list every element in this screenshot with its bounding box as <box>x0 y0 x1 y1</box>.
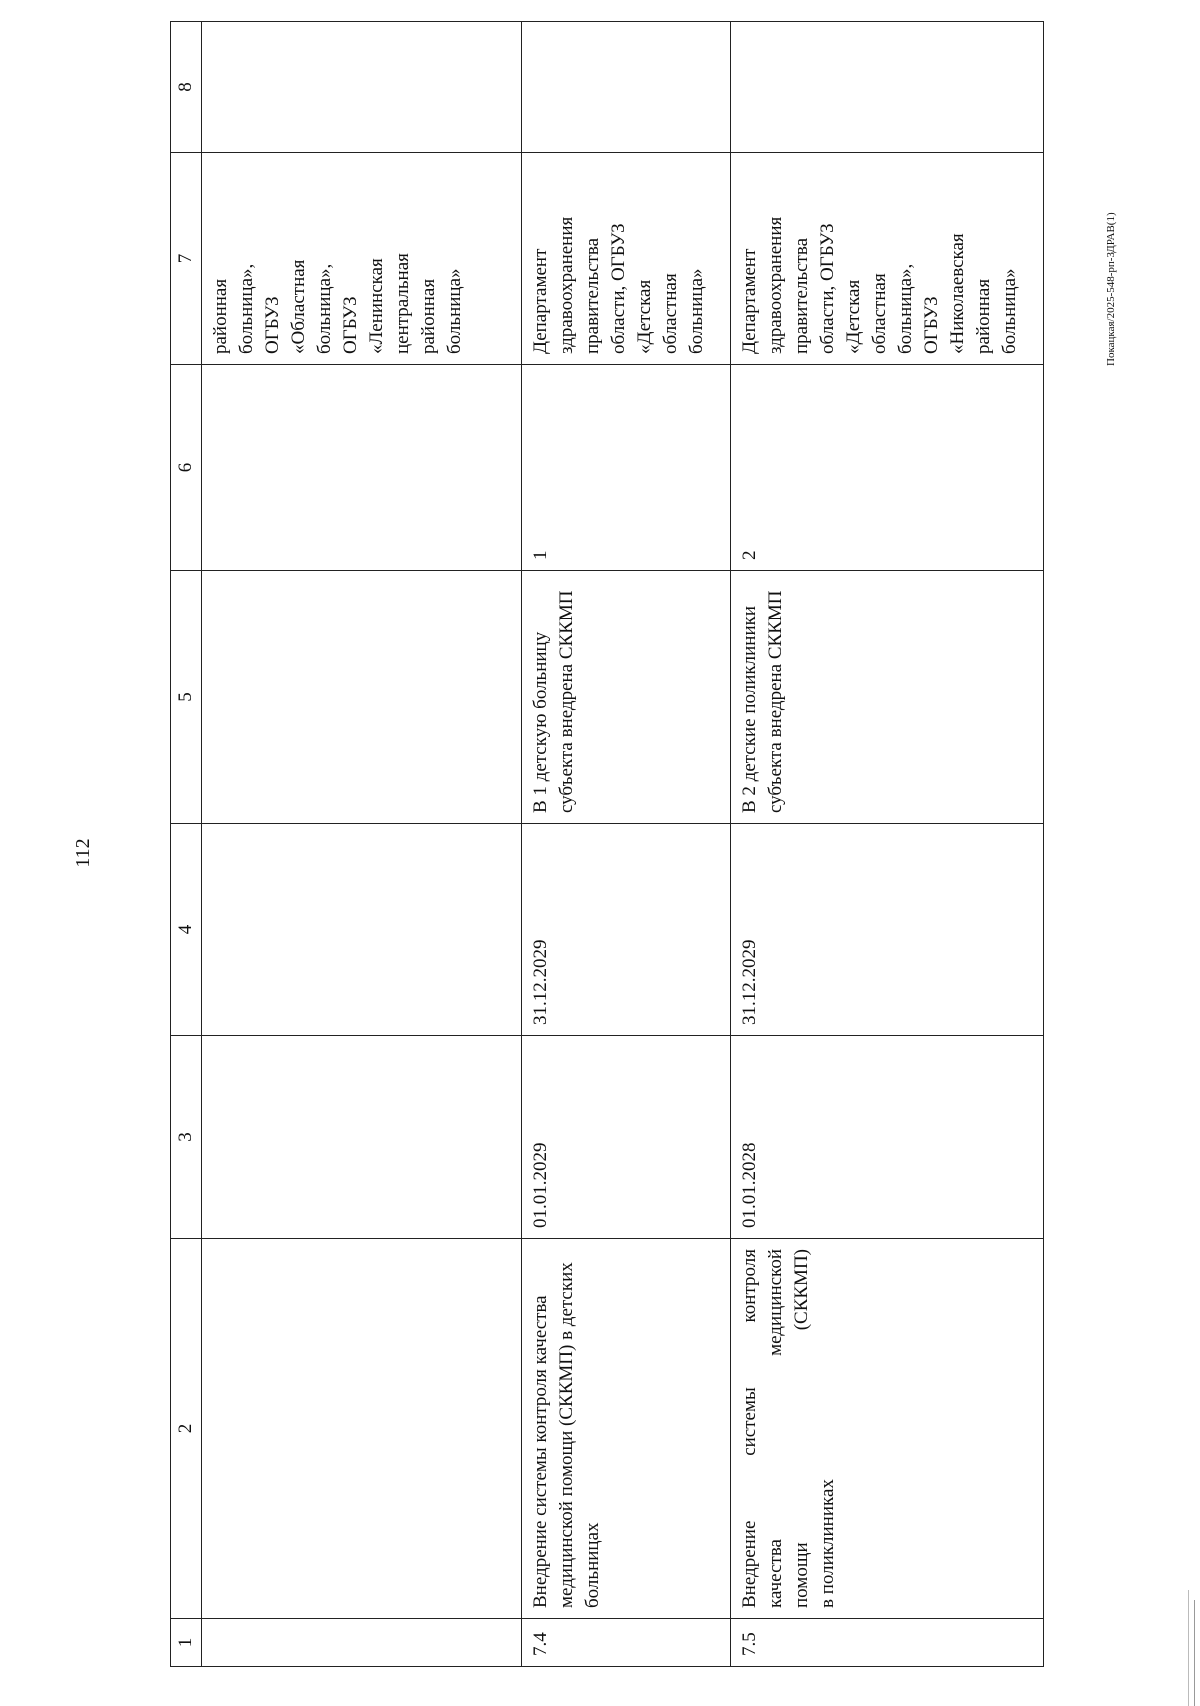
footer-document-code: Покацкая/2025-548-рп-ЗДРАВ(1) <box>1105 212 1117 366</box>
executor-line: «Николаевская <box>947 233 968 354</box>
executor-line: районная <box>210 278 231 354</box>
header-row <box>171 22 202 1667</box>
executor-line: Департамент <box>739 248 760 354</box>
executor-line: районная <box>418 278 439 354</box>
table-row <box>202 22 522 1667</box>
executor-line: областная <box>869 273 890 354</box>
cell-name <box>202 1239 522 1619</box>
cell-result <box>202 571 522 824</box>
cell-value: 2 <box>731 365 1044 571</box>
executor-line: ОГБУЗ <box>340 296 361 354</box>
cell-executor <box>202 153 522 365</box>
scan-edge-mark <box>1194 1600 1199 1706</box>
header-cell: 6 <box>171 365 202 571</box>
executor-line: здравоохранения <box>556 216 577 354</box>
table-row <box>522 22 731 1667</box>
cell-start: 01.01.2028 <box>731 1036 1044 1239</box>
executor-line: больница», <box>895 263 916 354</box>
plan-table <box>170 21 1044 1667</box>
cell-value: 1 <box>522 365 731 571</box>
cell-end <box>202 824 522 1036</box>
header-cell: 4 <box>171 824 202 1036</box>
header-cell: 7 <box>171 153 202 365</box>
executor-line: «Детская <box>634 279 655 354</box>
executor-line: ОГБУЗ <box>262 296 283 354</box>
cell-executor <box>731 153 1044 365</box>
header-cell: 3 <box>171 1036 202 1239</box>
header-cell: 5 <box>171 571 202 824</box>
cell-end: 31.12.2029 <box>522 824 731 1036</box>
cell-col8 <box>731 22 1044 153</box>
executor-line: ОГБУЗ <box>921 296 942 354</box>
executor-line: центральная <box>392 253 413 354</box>
page-number: 112 <box>72 838 94 868</box>
executor-line: правительства <box>791 237 812 354</box>
executor-line: районная <box>973 278 994 354</box>
header-cell: 2 <box>171 1239 202 1619</box>
cell-col8 <box>522 22 731 153</box>
executor-line: области, ОГБУЗ <box>608 223 629 354</box>
cell-result: В 1 детскую больницу субъекта внедрена СККМП <box>522 571 731 824</box>
executor-line: больница», <box>314 263 335 354</box>
cell-result: В 2 детские поликлиники субъекта внедрена СККМП <box>731 571 1044 824</box>
name-line: Внедрение системы контроля <box>739 1249 760 1608</box>
header-cell: 1 <box>171 1619 202 1667</box>
executor-line: больница» <box>686 268 707 354</box>
cell-col8 <box>202 22 522 153</box>
cell-name <box>731 1239 1044 1619</box>
executor-line: «Детская <box>843 279 864 354</box>
cell-num <box>202 1619 522 1667</box>
executor-line: области, ОГБУЗ <box>817 223 838 354</box>
cell-num: 7.4 <box>522 1619 731 1667</box>
cell-num: 7.5 <box>731 1619 1044 1667</box>
executor-line: правительства <box>582 237 603 354</box>
cell-name: Внедрение системы контроля качества медицинской помощи (СККМП) в детских больницах <box>522 1239 731 1619</box>
cell-start <box>202 1036 522 1239</box>
executor-line: «Областная <box>288 259 309 354</box>
executor-line: здравоохранения <box>765 216 786 354</box>
executor-line: Департамент <box>530 248 551 354</box>
executor-line: больница» <box>444 268 465 354</box>
name-line: в поликлиниках <box>817 1479 838 1608</box>
cell-end: 31.12.2029 <box>731 824 1044 1036</box>
cell-executor <box>522 153 731 365</box>
cell-start: 01.01.2029 <box>522 1036 731 1239</box>
executor-line: «Ленинская <box>366 258 387 354</box>
name-line: качества медицинской <box>765 1249 786 1608</box>
header-cell: 8 <box>171 22 202 153</box>
executor-line: областная <box>660 273 681 354</box>
executor-line: больница», <box>236 263 257 354</box>
table-row <box>731 22 1044 1667</box>
name-line: помощи (СККМП) <box>791 1249 812 1608</box>
executor-line: больница» <box>999 268 1020 354</box>
cell-value <box>202 365 522 571</box>
